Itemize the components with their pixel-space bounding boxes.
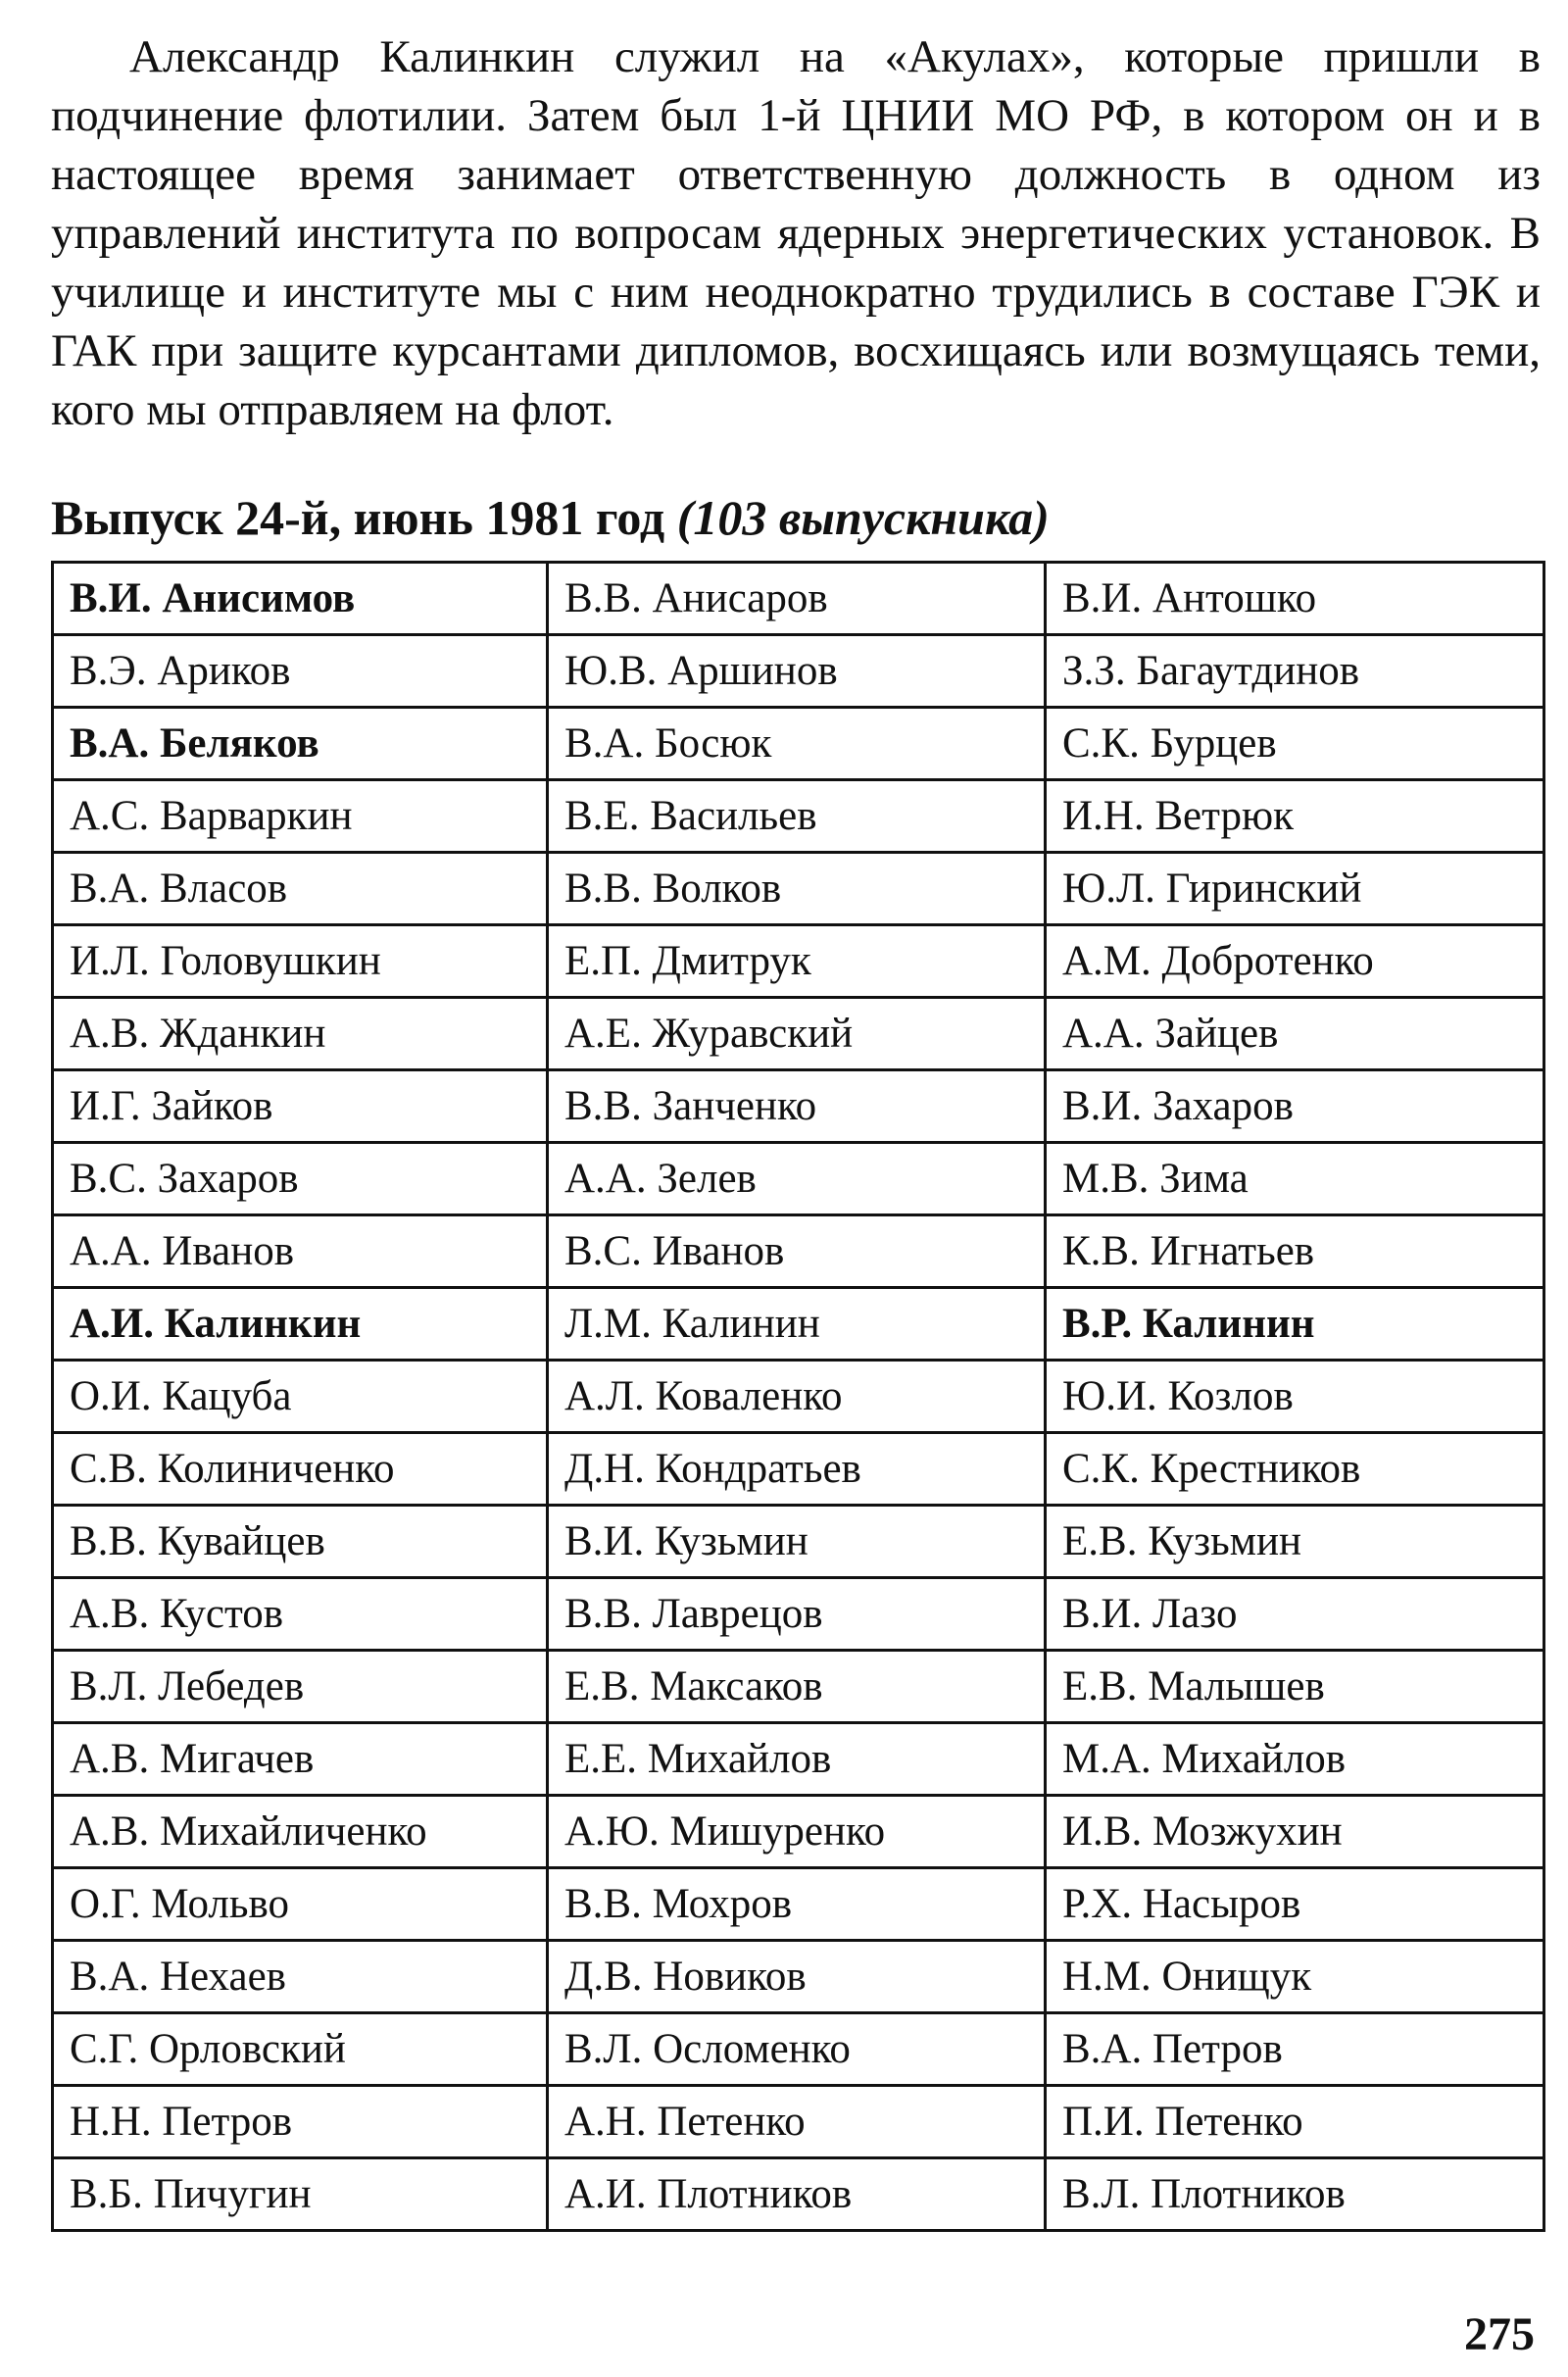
table-cell: В.В. Кувайцев xyxy=(53,1506,548,1578)
table-cell: А.Л. Коваленко xyxy=(548,1361,1046,1433)
table-cell: А.В. Мигачев xyxy=(53,1723,548,1796)
table-cell: В.И. Антошко xyxy=(1046,563,1544,635)
table-cell: В.Р. Калинин xyxy=(1046,1288,1544,1361)
table-cell: О.И. Кацуба xyxy=(53,1361,548,1433)
table-cell: В.Л. Осломенко xyxy=(548,2013,1046,2086)
table-cell: А.А. Зелев xyxy=(548,1143,1046,1215)
table-cell: А.С. Варваркин xyxy=(53,780,548,853)
table-cell: Е.В. Кузьмин xyxy=(1046,1506,1544,1578)
table-cell: В.И. Лазо xyxy=(1046,1578,1544,1651)
table-row xyxy=(53,1796,1544,1868)
table-row xyxy=(53,563,1544,635)
table-row xyxy=(53,2086,1544,2158)
table-row xyxy=(53,1723,1544,1796)
table-cell: Н.Н. Петров xyxy=(53,2086,548,2158)
table-cell: А.А. Зайцев xyxy=(1046,998,1544,1070)
table-cell: А.А. Иванов xyxy=(53,1215,548,1288)
table-row xyxy=(53,1578,1544,1651)
table-cell: О.Г. Мольво xyxy=(53,1868,548,1941)
book-page xyxy=(51,0,1541,2377)
table-cell: В.И. Анисимов xyxy=(53,563,548,635)
table-row xyxy=(53,998,1544,1070)
table-cell: А.Е. Журавский xyxy=(548,998,1046,1070)
table-cell: Д.Н. Кондратьев xyxy=(548,1433,1046,1506)
table-cell: К.В. Игнатьев xyxy=(1046,1215,1544,1288)
table-cell: А.Н. Петенко xyxy=(548,2086,1046,2158)
table-cell: В.А. Босюк xyxy=(548,708,1046,780)
table-cell: В.И. Захаров xyxy=(1046,1070,1544,1143)
table-cell: Р.Х. Насыров xyxy=(1046,1868,1544,1941)
table-cell: В.А. Беляков xyxy=(53,708,548,780)
table-cell: И.Г. Зайков xyxy=(53,1070,548,1143)
table-cell: А.И. Калинкин xyxy=(53,1288,548,1361)
table-row xyxy=(53,1070,1544,1143)
table-cell: В.В. Занченко xyxy=(548,1070,1046,1143)
table-cell: Е.В. Максаков xyxy=(548,1651,1046,1723)
table-cell: В.С. Захаров xyxy=(53,1143,548,1215)
table-row xyxy=(53,1941,1544,2013)
table-cell: В.И. Кузьмин xyxy=(548,1506,1046,1578)
table-row xyxy=(53,1361,1544,1433)
table-row xyxy=(53,780,1544,853)
table-cell: А.В. Михайличенко xyxy=(53,1796,548,1868)
table-row xyxy=(53,635,1544,708)
body-paragraph: Александр Калинкин служил на «Акулах», которые пришли в подчинение флотилии. Затем был 1-й ЦНИИ МО РФ, в котором он и в настоящее время занимает ответственную должность в одном из управлений института по вопросам ядерных энергетических установок. В училище и институте мы с ним неоднократно трудились в составе ГЭК и ГАК при защите курсантами дипломов, восхищаясь или возмущаясь теми, кого мы отправляем на флот. xyxy=(51,31,1541,435)
table-cell: А.В. Жданкин xyxy=(53,998,548,1070)
table-row xyxy=(53,2158,1544,2231)
table-cell: А.В. Кустов xyxy=(53,1578,548,1651)
table-cell: Е.П. Дмитрук xyxy=(548,925,1046,998)
page-number: 275 xyxy=(1464,2308,1535,2360)
table-cell: В.Л. Лебедев xyxy=(53,1651,548,1723)
table-cell: И.Л. Головушкин xyxy=(53,925,548,998)
table-cell: Ю.Л. Гиринский xyxy=(1046,853,1544,925)
heading-title: Выпуск 24-й, июнь 1981 год xyxy=(51,490,665,545)
table-row xyxy=(53,1433,1544,1506)
table-cell: В.Л. Плотников xyxy=(1046,2158,1544,2231)
table-row xyxy=(53,1143,1544,1215)
table-row xyxy=(53,1506,1544,1578)
table-cell: М.А. Михайлов xyxy=(1046,1723,1544,1796)
table-row xyxy=(53,1868,1544,1941)
graduates-table-body xyxy=(53,563,1544,2231)
table-cell: В.В. Лаврецов xyxy=(548,1578,1046,1651)
table-row xyxy=(53,708,1544,780)
table-cell: С.К. Крестников xyxy=(1046,1433,1544,1506)
table-row xyxy=(53,2013,1544,2086)
table-row xyxy=(53,1651,1544,1723)
table-cell: М.В. Зима xyxy=(1046,1143,1544,1215)
table-cell: Н.М. Онищук xyxy=(1046,1941,1544,2013)
table-cell: А.М. Добротенко xyxy=(1046,925,1544,998)
table-cell: П.И. Петенко xyxy=(1046,2086,1544,2158)
table-cell: В.Б. Пичугин xyxy=(53,2158,548,2231)
table-cell: З.З. Багаутдинов xyxy=(1046,635,1544,708)
table-cell: В.В. Мохров xyxy=(548,1868,1046,1941)
table-cell: Ю.И. Козлов xyxy=(1046,1361,1544,1433)
table-cell: А.И. Плотников xyxy=(548,2158,1046,2231)
table-cell: А.Ю. Мишуренко xyxy=(548,1796,1046,1868)
table-cell: В.В. Анисаров xyxy=(548,563,1046,635)
table-cell: И.Н. Ветрюк xyxy=(1046,780,1544,853)
table-cell: Д.В. Новиков xyxy=(548,1941,1046,2013)
heading-note: (103 выпускника) xyxy=(676,490,1050,545)
table-cell: Е.В. Малышев xyxy=(1046,1651,1544,1723)
table-cell: И.В. Мозжухин xyxy=(1046,1796,1544,1868)
table-cell: С.К. Бурцев xyxy=(1046,708,1544,780)
table-cell: Л.М. Калинин xyxy=(548,1288,1046,1361)
table-row xyxy=(53,925,1544,998)
table-cell: В.Е. Васильев xyxy=(548,780,1046,853)
table-cell: В.А. Власов xyxy=(53,853,548,925)
table-row xyxy=(53,1288,1544,1361)
table-cell: С.В. Колиниченко xyxy=(53,1433,548,1506)
table-cell: В.С. Иванов xyxy=(548,1215,1046,1288)
table-cell: В.В. Волков xyxy=(548,853,1046,925)
table-cell: В.А. Петров xyxy=(1046,2013,1544,2086)
table-cell: В.Э. Ариков xyxy=(53,635,548,708)
table-cell: Ю.В. Аршинов xyxy=(548,635,1046,708)
table-cell: Е.Е. Михайлов xyxy=(548,1723,1046,1796)
table-row xyxy=(53,853,1544,925)
graduates-table xyxy=(51,561,1545,2232)
table-row xyxy=(53,1215,1544,1288)
table-cell: С.Г. Орловский xyxy=(53,2013,548,2086)
section-heading xyxy=(51,488,1050,547)
table-cell: В.А. Нехаев xyxy=(53,1941,548,2013)
